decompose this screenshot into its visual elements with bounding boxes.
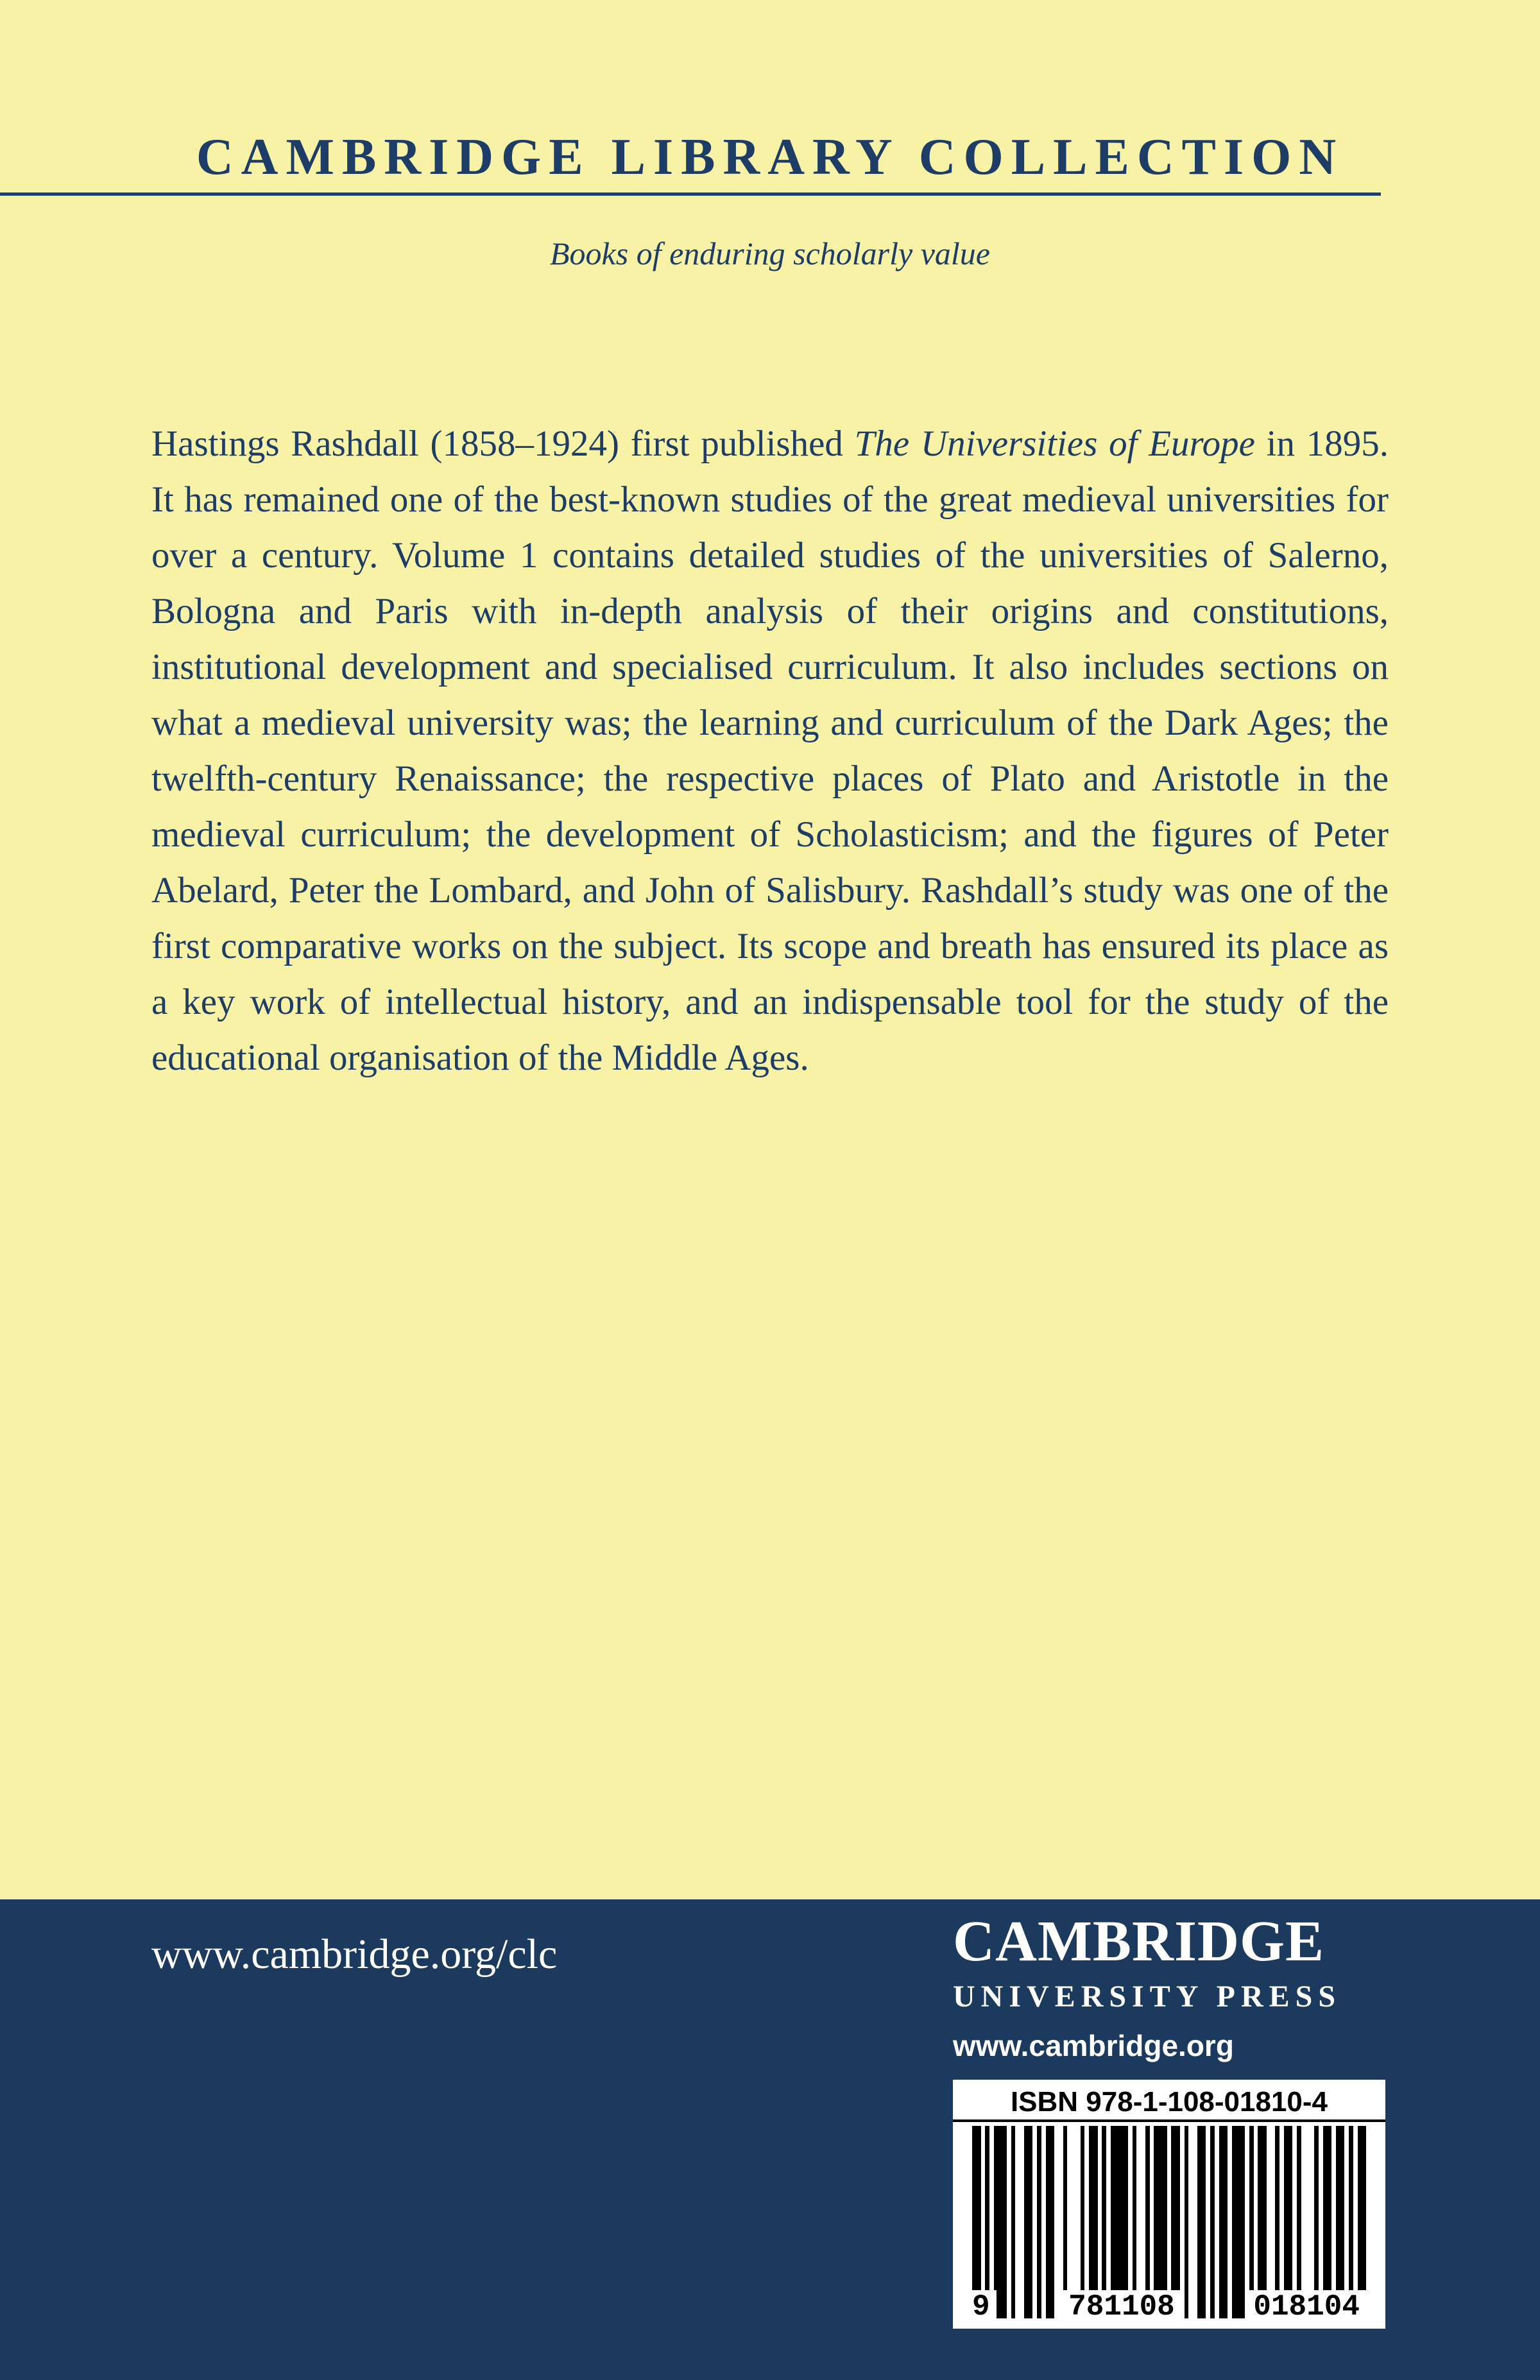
barcode-space [1180, 2126, 1185, 2318]
barcode-space [1167, 2126, 1172, 2318]
barcode-space [981, 2126, 986, 2318]
collection-tagline: Books of enduring scholarly value [550, 235, 990, 271]
barcode-space [1267, 2126, 1276, 2318]
barcode-space [1188, 2126, 1197, 2318]
barcode-bar [994, 2126, 1007, 2318]
isbn-rule [953, 2119, 1385, 2122]
barcode-space [1007, 2126, 1011, 2318]
barcode-bar [1063, 2126, 1068, 2318]
barcode-bar [1232, 2126, 1245, 2318]
barcode-space [989, 2126, 994, 2318]
barcode-space [1292, 2126, 1297, 2318]
publisher-url: www.cambridge.org [953, 2029, 1234, 2062]
barcode-bar [1081, 2126, 1085, 2318]
isbn-label: ISBN 978-1-108-01810-4 [1010, 2086, 1328, 2118]
book-blurb [151, 416, 1389, 1086]
barcode-space [1301, 2126, 1314, 2318]
barcode-bar [1037, 2126, 1041, 2318]
barcode-space [1128, 2126, 1133, 2318]
barcode-space [1228, 2126, 1232, 2318]
barcode-bar [1102, 2126, 1106, 2318]
barcode-bar [1297, 2126, 1301, 2318]
blurb-text-run: in 1895. It has remained one of the best-known studies of the great medieval universities for over a century. Volume 1 contains detailed studies of the universities of Salerno, Bologna and Paris with in-depth analysis of their origins and constitutions, institutional development and specialised curriculum. It also includes sections on what a medieval university was; the learning and curriculum of the Dark Ages; the twelfth-century Renaissance; the respective places of Plato and Aristotle in the medieval curriculum; the development of Scholasticism; and the figures of Peter Abelard, Peter the Lombard, and John of Salisbury. Rashdall’s study was one of the first comparative works on the subject. Its scope and breath has ensured its place as a key work of intellectual history, and an indispensable tool for the study of the educational organisation of the Middle Ages. [151, 424, 1389, 1078]
barcode-bar [1358, 2126, 1367, 2318]
barcode-bar [1349, 2126, 1353, 2318]
barcode-digits [966, 2290, 1366, 2324]
collection-url: www.cambridge.org/clc [151, 1931, 558, 1978]
barcode-space [1054, 2126, 1063, 2318]
barcode-space [1084, 2126, 1089, 2318]
barcode-space [1150, 2126, 1154, 2318]
barcode-bar [1089, 2126, 1098, 2318]
barcode-bar [1284, 2126, 1293, 2318]
barcode-bar [1323, 2126, 1332, 2318]
barcode-space [1279, 2126, 1284, 2318]
barcode-space [1344, 2126, 1349, 2318]
barcode-bar [1219, 2126, 1228, 2318]
barcode-space [1136, 2126, 1145, 2318]
publisher-block [953, 1911, 1385, 2329]
barcode-space [1206, 2126, 1210, 2318]
header-rule [0, 193, 1381, 196]
barcode-bar [1133, 2126, 1137, 2318]
barcode-bar [1111, 2126, 1128, 2318]
barcode-bar [1046, 2126, 1055, 2318]
barcode-bar [1024, 2126, 1033, 2318]
barcode-space [1098, 2126, 1102, 2318]
barcode-digit-group: 781108 [1062, 2290, 1181, 2324]
barcode-bar [1185, 2126, 1189, 2318]
barcode-space [1353, 2126, 1358, 2318]
barcode-bar [1154, 2126, 1167, 2318]
barcode-space [1067, 2126, 1080, 2318]
barcode-bar [1249, 2126, 1254, 2318]
barcode-bar [985, 2126, 989, 2318]
footer-band [0, 1899, 1540, 2380]
isbn-box [953, 2080, 1385, 2329]
barcode-space [1041, 2126, 1046, 2318]
barcode-space [1215, 2126, 1219, 2318]
barcode-bar [1197, 2126, 1206, 2318]
barcode-space [1032, 2126, 1037, 2318]
barcode-bar [1314, 2126, 1319, 2318]
barcode-bar [1171, 2126, 1180, 2318]
barcode-space [1245, 2126, 1249, 2318]
barcode-bar [1275, 2126, 1279, 2318]
barcode-space [1331, 2126, 1336, 2318]
publisher-subtitle: UNIVERSITY PRESS [953, 1980, 1342, 2014]
barcode-bar [1210, 2126, 1215, 2318]
barcode-bar [1011, 2126, 1016, 2318]
barcode-space [1015, 2126, 1024, 2318]
barcode-bar [1258, 2126, 1267, 2318]
barcode-space [1106, 2126, 1111, 2318]
collection-title: CAMBRIDGE LIBRARY COLLECTION [196, 129, 1344, 185]
barcode-digit-group: 018104 [1247, 2290, 1366, 2324]
publisher-wordmark: CAMBRIDGE [953, 1910, 1325, 1973]
barcode-space [1254, 2126, 1258, 2318]
barcode-digit-group: 9 [966, 2290, 997, 2324]
blurb-text-run: Hastings Rashdall (1858–1924) first published [151, 424, 855, 464]
barcode-bars [972, 2126, 1366, 2318]
barcode-bar [1145, 2126, 1150, 2318]
barcode-bar [1336, 2126, 1345, 2318]
blurb-italic-title: The Universities of Europe [854, 424, 1255, 464]
barcode-bar [972, 2126, 981, 2318]
barcode-space [1319, 2126, 1323, 2318]
